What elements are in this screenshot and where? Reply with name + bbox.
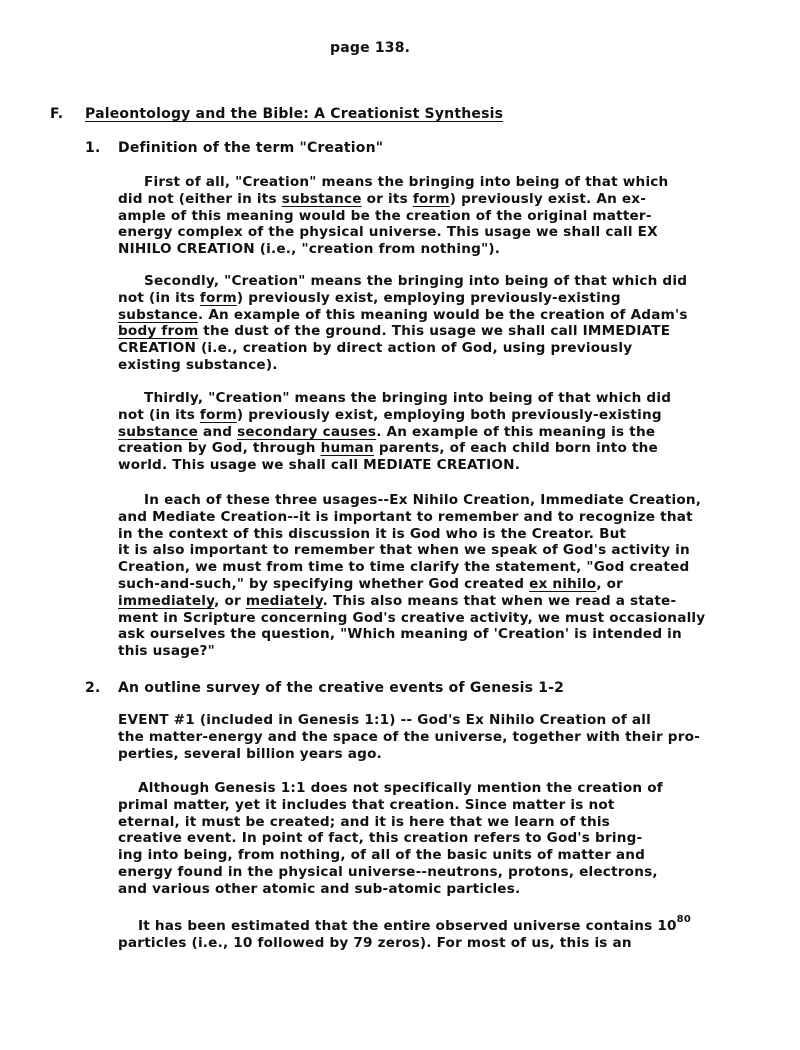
text-line: such-and-such," by specifying whether God created ex nihilo, or bbox=[118, 575, 624, 592]
text-line: substance and secondary causes. An example of this meaning is the bbox=[118, 423, 656, 440]
text-line: ment in Scripture concerning God's creative activity, we must occasionally bbox=[118, 609, 706, 626]
underlined-term: substance bbox=[118, 306, 199, 323]
underlined-term: form bbox=[412, 190, 450, 207]
text-line: in the context of this discussion it is God who is the Creator. But bbox=[118, 525, 627, 542]
text-line: CREATION (i.e., creation by direct action of God, using previously bbox=[118, 340, 633, 357]
text-line: Secondly, "Creation" means the bringing into being of that which did bbox=[144, 273, 688, 289]
paragraph-second bbox=[118, 273, 688, 374]
text-line: immediately, or mediately. This also means that when we read a state- bbox=[118, 592, 677, 609]
underlined-term: immediately bbox=[118, 592, 215, 609]
text-line: energy found in the physical universe--neutrons, protons, electrons, bbox=[118, 863, 658, 880]
section-letter: F. bbox=[50, 106, 64, 122]
paragraph-genesis bbox=[118, 780, 663, 898]
underlined-term: form bbox=[199, 406, 237, 423]
paragraph-third bbox=[118, 390, 671, 474]
page-number: page 138. bbox=[330, 40, 411, 56]
subsection-number: 2. bbox=[85, 680, 101, 696]
text-line: eternal, it must be created; and it is here that we learn of this bbox=[118, 813, 610, 830]
text-line: did not (either in its substance or its form) previously exist. An ex- bbox=[118, 190, 647, 207]
text-line: not (in its form) previously exist, employing previously-existing bbox=[118, 289, 621, 306]
underlined-term: secondary causes bbox=[237, 423, 377, 440]
subsection-title: An outline survey of the creative events of Genesis 1-2 bbox=[118, 680, 565, 696]
subsection-title: Definition of the term "Creation" bbox=[118, 140, 384, 156]
underlined-term: substance bbox=[281, 190, 362, 207]
text-line: world. This usage we shall call MEDIATE CREATION. bbox=[118, 457, 521, 474]
underlined-term: substance bbox=[118, 423, 199, 440]
paragraph-fourth bbox=[118, 492, 705, 660]
text-line: substance. An example of this meaning would be the creation of Adam's bbox=[118, 306, 688, 323]
text-line: primal matter, yet it includes that creation. Since matter is not bbox=[118, 796, 615, 813]
text-line: Thirdly, "Creation" means the bringing into being of that which did bbox=[144, 390, 672, 406]
paragraph-first bbox=[118, 174, 668, 258]
text-line: the matter-energy and the space of the universe, together with their pro- bbox=[118, 728, 700, 745]
text-line: it is also important to remember that when we speak of God's activity in bbox=[118, 542, 690, 559]
text-line: energy complex of the physical universe. This usage we shall call EX bbox=[118, 224, 658, 241]
text-line: First of all, "Creation" means the bringing into being of that which bbox=[144, 174, 669, 190]
text-line: ing into being, from nothing, of all of the basic units of matter and bbox=[118, 847, 646, 864]
text-line: Although Genesis 1:1 does not specifically mention the creation of bbox=[138, 780, 663, 796]
text-line: creative event. In point of fact, this creation refers to God's bring- bbox=[118, 830, 643, 847]
text-line: particles (i.e., 10 followed by 79 zeros). For most of us, this is an bbox=[118, 934, 632, 951]
text-line: and various other atomic and sub-atomic particles. bbox=[118, 880, 521, 897]
section-title: Paleontology and the Bible: A Creationist Synthesis bbox=[85, 106, 504, 122]
text-line: creation by God, through human parents, of each child born into the bbox=[118, 440, 658, 457]
underlined-term: body from bbox=[118, 323, 199, 340]
text-line: body from the dust of the ground. This usage we shall call IMMEDIATE bbox=[118, 323, 671, 340]
text-line: NIHILO CREATION (i.e., "creation from nothing"). bbox=[118, 241, 501, 258]
paragraph-estimate bbox=[118, 912, 691, 952]
text-line: not (in its form) previously exist, employing both previously-existing bbox=[118, 406, 662, 423]
text-line: ample of this meaning would be the creation of the original matter- bbox=[118, 207, 652, 224]
text-line: In each of these three usages--Ex Nihilo Creation, Immediate Creation, bbox=[144, 492, 702, 508]
underlined-term: mediately bbox=[245, 592, 323, 609]
paragraph-event bbox=[118, 712, 700, 762]
text-line: perties, several billion years ago. bbox=[118, 745, 382, 762]
text-line: Creation, we must from time to time clarify the statement, "God created bbox=[118, 559, 690, 576]
text-line: EVENT #1 (included in Genesis 1:1) -- God's Ex Nihilo Creation of all bbox=[118, 712, 652, 728]
subsection-number: 1. bbox=[85, 140, 101, 156]
underlined-term: human bbox=[320, 440, 374, 457]
underlined-term: form bbox=[199, 289, 237, 306]
text-line: this usage?" bbox=[118, 643, 215, 660]
text-line: and Mediate Creation--it is important to remember and to recognize that bbox=[118, 508, 693, 525]
underlined-term: ex nihilo bbox=[529, 575, 597, 592]
text-line: existing substance). bbox=[118, 356, 278, 373]
text-line: ask ourselves the question, "Which meaning of 'Creation' is intended in bbox=[118, 626, 682, 643]
superscript-exponent: 80 bbox=[676, 914, 691, 925]
text-line: It has been estimated that the entire observed universe contains $10^{80}$ bbox=[138, 914, 691, 934]
